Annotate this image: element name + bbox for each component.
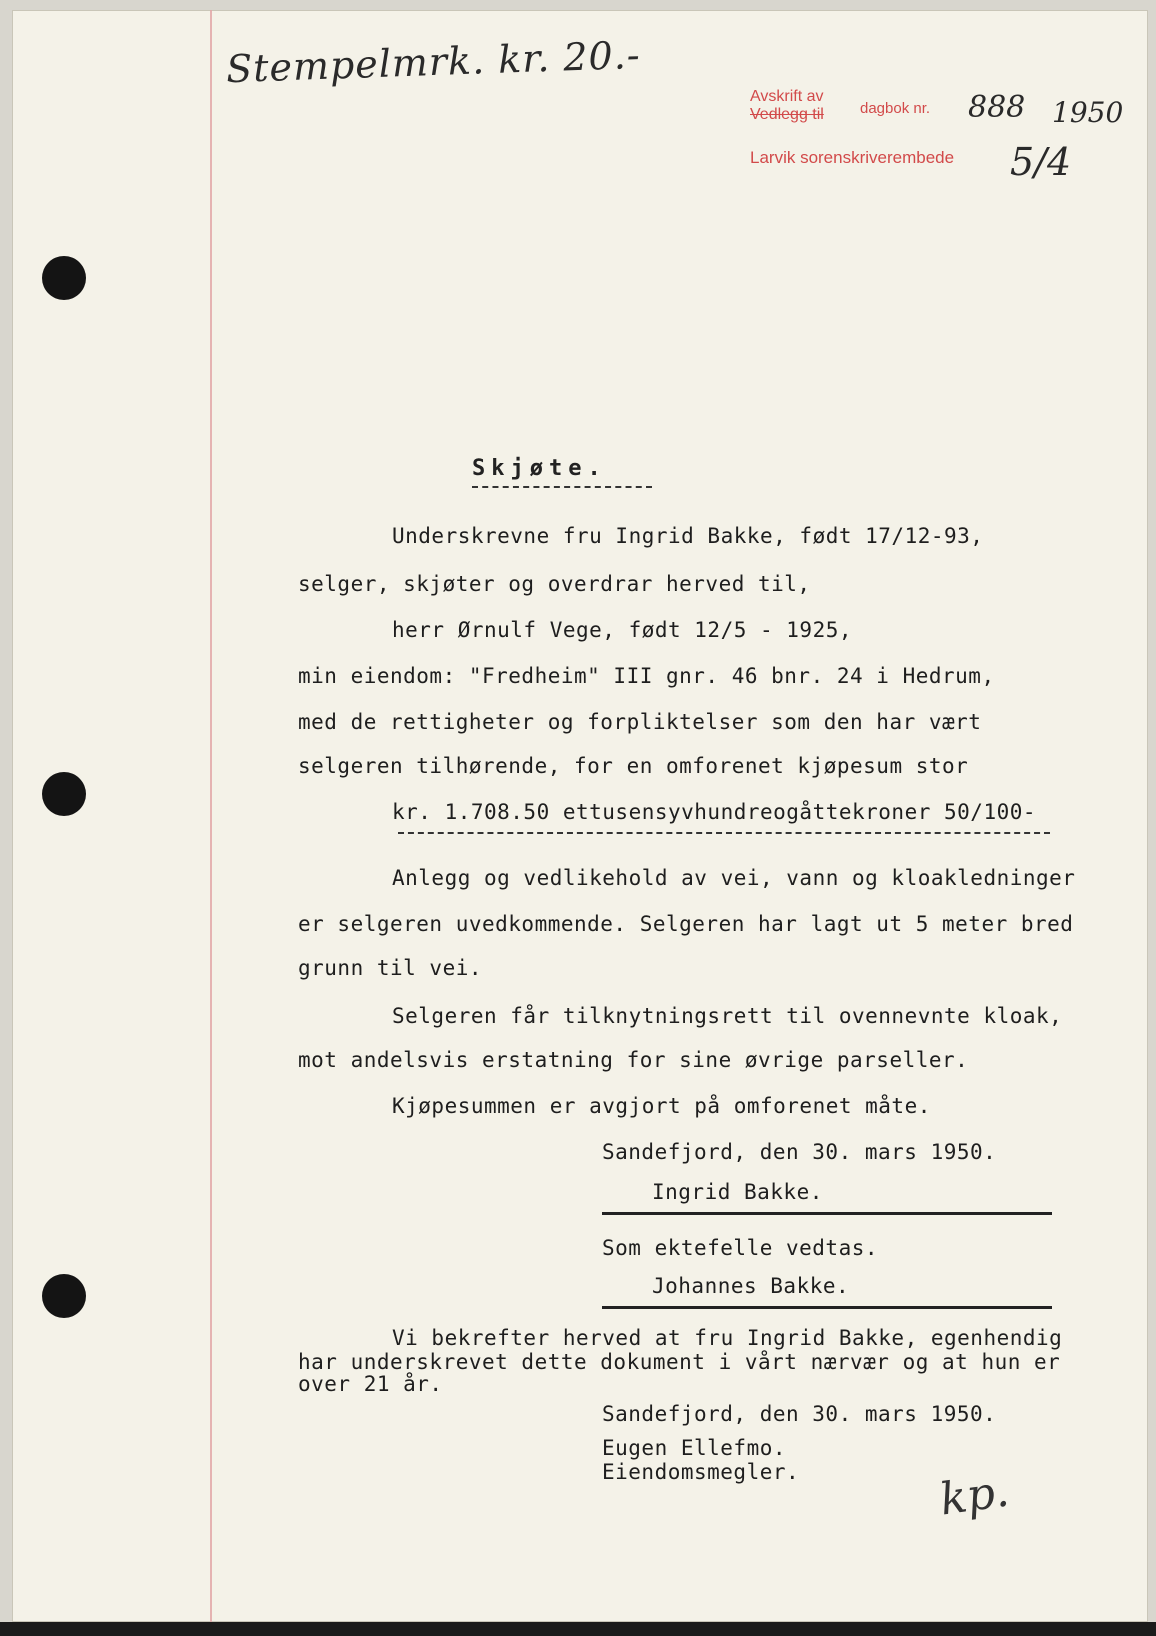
place-date: Sandefjord, den 30. mars 1950.	[602, 1140, 997, 1164]
signature-name: Johannes Bakke.	[652, 1274, 850, 1298]
dagbok-number: 888	[968, 90, 1026, 125]
text-line: mot andelsvis erstatning for sine øvrige parseller.	[298, 1048, 969, 1072]
handwritten-initials: kp.	[936, 1465, 1013, 1526]
signature-line	[602, 1306, 1052, 1309]
document-page	[12, 10, 1148, 1622]
text-line: selger, skjøter og overdrar herved til,	[298, 572, 811, 596]
text-line: selgeren tilhørende, for en omforenet kjøpesum stor	[298, 754, 969, 778]
punch-hole	[42, 256, 86, 300]
stamp-dagbok: dagbok nr.	[860, 100, 931, 117]
text-line: har underskrevet dette dokument i vårt nærvær og at hun er	[298, 1350, 1061, 1374]
text-line: over 21 år.	[298, 1372, 443, 1396]
stamp-office: Larvik sorenskriverembede	[750, 148, 955, 167]
text-line: min eiendom: "Fredheim" III gnr. 46 bnr. 24 i Hedrum,	[298, 664, 995, 688]
signature-title: Eiendomsmegler.	[602, 1460, 800, 1484]
stamp-line2: Vedlegg til	[750, 106, 824, 123]
text-line: er selgeren uvedkommende. Selgeren har lagt ut 5 meter bred	[298, 912, 1074, 936]
signature-name: Ingrid Bakke.	[652, 1180, 823, 1204]
text-line: Vi bekrefter herved at fru Ingrid Bakke, egenhendig	[392, 1326, 1063, 1350]
stempel-note: Stempelmrk. kr. 20.-	[225, 32, 642, 92]
signature-name: Eugen Ellefmo.	[602, 1436, 787, 1460]
amount-underline	[398, 832, 1050, 834]
text-line: grunn til vei.	[298, 956, 483, 980]
title-underline	[472, 486, 652, 488]
amount-line: kr. 1.708.50 ettusensyvhundreogåttekroner 50/100-	[392, 800, 1037, 824]
scan-border	[0, 1622, 1156, 1636]
dagbok-year: 1950	[1052, 96, 1124, 129]
text-line: Som ektefelle vedtas.	[602, 1236, 879, 1260]
signature-line	[602, 1212, 1052, 1215]
document-title: Skjøte.	[472, 456, 607, 481]
text-line: herr Ørnulf Vege, født 12/5 - 1925,	[392, 618, 853, 642]
punch-hole	[42, 1274, 86, 1318]
place-date: Sandefjord, den 30. mars 1950.	[602, 1402, 997, 1426]
text-line: Anlegg og vedlikehold av vei, vann og kloakledninger	[392, 866, 1076, 890]
text-line: Underskrevne fru Ingrid Bakke, født 17/12-93,	[392, 524, 984, 548]
text-line: Kjøpesummen er avgjort på omforenet måte.	[392, 1094, 931, 1118]
stamp-line1: Avskrift av	[750, 88, 824, 105]
punch-hole	[42, 772, 86, 816]
margin-line	[210, 10, 212, 1622]
text-line: Selgeren får tilknytningsrett til ovennevnte kloak,	[392, 1004, 1063, 1028]
stamp-date: 5/4	[1010, 140, 1072, 184]
stamp-heading	[750, 88, 824, 124]
text-line: med de rettigheter og forpliktelser som den har vært	[298, 710, 982, 734]
